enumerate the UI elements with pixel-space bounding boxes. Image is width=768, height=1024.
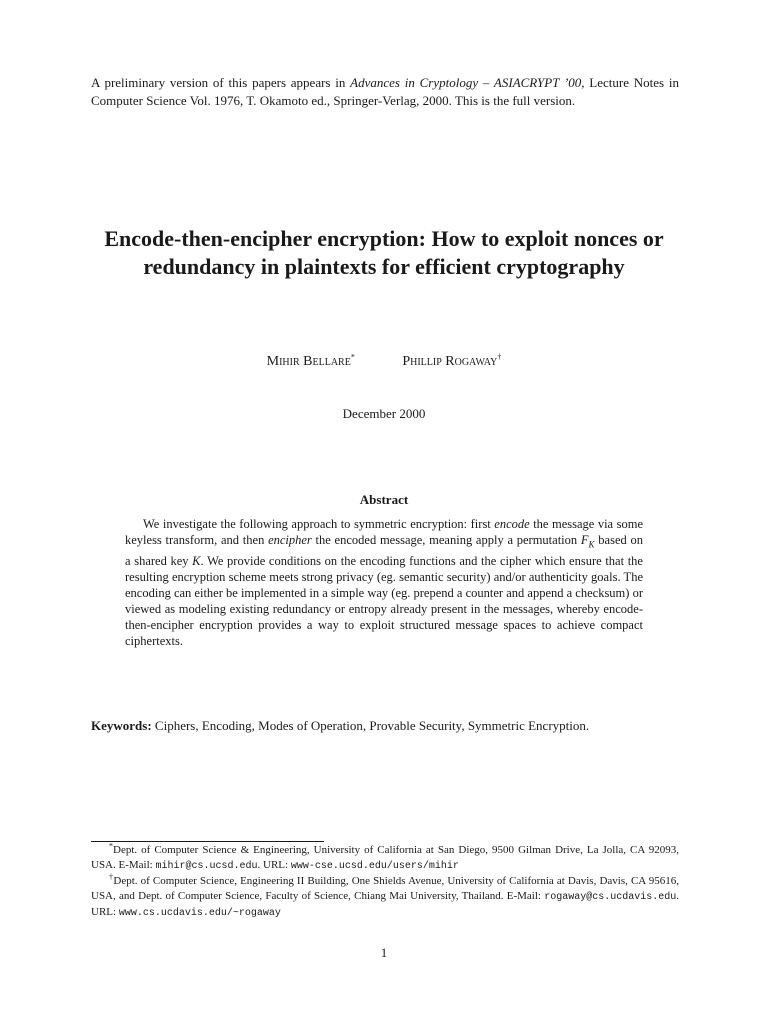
keywords-label: Keywords: [91,718,152,733]
prelim-text-after: , Lecture Notes in Computer Science Vol. 1976, T. Okamoto ed., Springer-Verlag, 2000. This is the full version. [91,75,679,108]
paper-date: December 2000 [342,406,426,421]
footnote-bellare [91,843,679,874]
author-name: Mihir Bellare [266,354,351,369]
author-rogaway [402,354,501,370]
footnote-mark: † [109,872,114,882]
abstract-emph-encode: encode [494,517,530,531]
footnote-url[interactable]: www.cs.ucdavis.edu/~rogaway [118,908,281,919]
footnote-url-label: . URL: [257,859,291,871]
abstract-text: based on a shared key [125,533,643,568]
prelim-text-before: A preliminary version of this papers appears in [91,75,351,90]
author-footnote-mark: * [350,352,355,362]
author-footnote-mark: † [497,352,502,362]
prelim-venue: Advances in Cryptology – ASIACRYPT ’00 [350,75,582,90]
footnote-text: Dept. of Computer Science, Engineering II Building, One Shields Avenue, University of California at Davis, Davis, CA 95616, USA, and Dept. of Computer Science, Faculty of Science, Chiang Mai University, Thailand. E-Mail: [91,875,680,902]
footnote-text: Dept. of Computer Science & Engineering, University of California at San Diego, 9500 Gilman Drive, La Jolla, CA 92093, USA. E-Mail: [91,844,679,871]
math-f: F [580,533,589,547]
footnotes [91,843,679,921]
footnote-email[interactable]: mihir@cs.ucsd.edu [155,861,258,872]
footnote-url-label: . URL: [91,890,679,918]
page-number: 1 [380,945,388,960]
abstract-text: . We provide conditions on the encoding functions and the cipher which ensure that the resulting encryption scheme meets strong privacy (eg. semantic security) and/or authenticity goals. The encoding can either be implemented in a simple way (eg. prepend a counter and append a checksum) or viewed as modeling existing redundancy or entropy already present in the messages, whereby encode-then-encipher encryption provides a way to exploit structured message spaces to achieve compact ciphertexts. [125,553,643,648]
footnote-rogaway [91,874,679,921]
abstract-text: the message via some keyless transform, and then [125,517,644,547]
paper-title: Encode-then-encipher encryption: How to exploit nonces or redundancy in plaintexts for efficient cryptography [104,226,664,279]
math-k-subscript: K [588,539,595,550]
author-bellare [267,354,355,370]
abstract-body [125,516,643,649]
keywords-text: Ciphers, Encoding, Modes of Operation, Provable Security, Symmetric Encryption. [151,718,590,733]
author-name: Phillip Rogaway [402,354,498,369]
abstract-text: We investigate the following approach to symmetric encryption: first [143,517,495,531]
footnote-email[interactable]: rogaway@cs.ucdavis.edu [544,892,677,903]
abstract-emph-encipher: encipher [268,533,312,547]
math-fk [580,533,595,550]
author-list [0,354,768,370]
footnote-mark: * [109,841,113,851]
abstract-heading: Abstract [359,492,409,507]
preliminary-version-note [91,74,679,110]
keywords-line [91,717,691,735]
footnote-divider [91,841,324,842]
footnote-url[interactable]: www-cse.ucsd.edu/users/mihir [290,861,459,872]
abstract-text: the encoded message, meaning apply a permutation [311,533,581,547]
math-k: K [192,553,201,568]
